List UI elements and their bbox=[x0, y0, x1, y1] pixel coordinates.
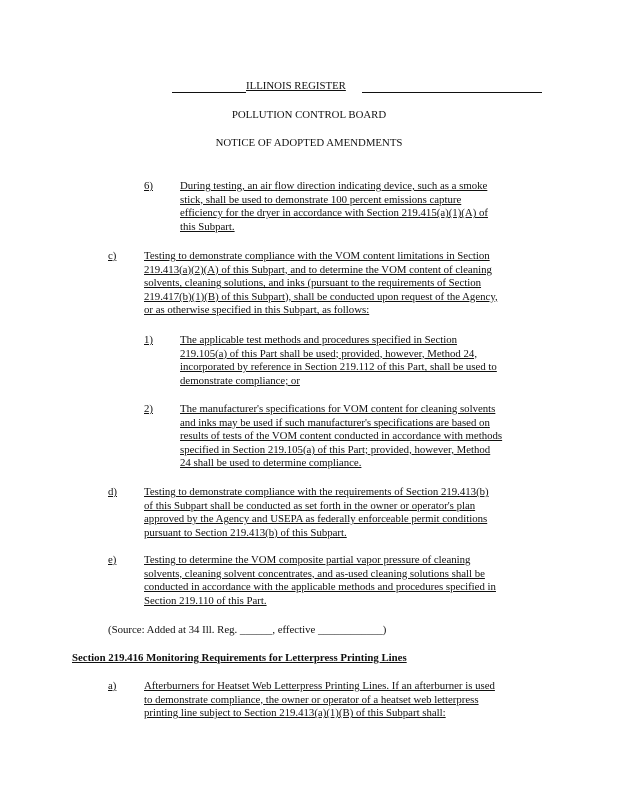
register-title: ILLINOIS REGISTER bbox=[246, 80, 346, 92]
item-c1-label: 1) bbox=[144, 334, 153, 346]
source-note: (Source: Added at 34 Ill. Reg. ______, effective ____________) bbox=[108, 624, 387, 636]
item-c-label: c) bbox=[108, 250, 117, 262]
item-c2-label: 2) bbox=[144, 403, 153, 415]
item-c2-line: 24 shall be used to determine compliance. bbox=[180, 457, 362, 470]
item-c-line: 219.413(a)(2)(A) of this Subpart, and to determine the VOM content of cleaning bbox=[144, 263, 492, 276]
item-d-label: d) bbox=[108, 486, 117, 498]
item-c2-line: results of tests of the VOM content conducted in accordance with methods bbox=[180, 430, 503, 443]
item-a-line: Afterburners for Heatset Web Letterpress Printing Lines. If an afterburner is used bbox=[144, 680, 495, 692]
item-e-label: e) bbox=[108, 554, 117, 566]
item-e-text bbox=[144, 554, 496, 608]
item-c2-line: and inks may be used if such manufacturer's specifications are based on bbox=[180, 416, 490, 429]
item-c2-line: specified in Section 219.105(a) of this Part; provided, however, Method bbox=[180, 443, 491, 456]
item-6-line: this Subpart. bbox=[180, 220, 235, 233]
item-e-line: Testing to determine the VOM composite partial vapor pressure of cleaning bbox=[144, 554, 471, 566]
board-title: POLLUTION CONTROL BOARD bbox=[231, 109, 387, 121]
item-c-line: solvents, cleaning solutions, and inks (pursuant to the requirements of Section bbox=[144, 277, 482, 290]
notice-title: NOTICE OF ADOPTED AMENDMENTS bbox=[215, 137, 403, 149]
item-6-line: efficiency for the dryer in accordance with Section 219.415(a)(1)(A) of bbox=[180, 207, 488, 220]
item-c1-line: The applicable test methods and procedures specified in Section bbox=[180, 334, 458, 346]
item-c-line: Testing to demonstrate compliance with the VOM content limitations in Section bbox=[144, 250, 490, 262]
item-d-line: of this Subpart shall be conducted as set forth in the owner or operator's plan bbox=[144, 499, 476, 512]
header-rule-right bbox=[362, 92, 542, 93]
item-d-text bbox=[144, 486, 489, 540]
item-6-label: 6) bbox=[144, 180, 153, 192]
item-c-text bbox=[144, 250, 498, 318]
item-e-line: Section 219.110 of this Part. bbox=[144, 594, 267, 607]
header-rule-left bbox=[172, 92, 246, 93]
item-c2-line: The manufacturer's specifications for VOM content for cleaning solvents bbox=[180, 403, 496, 415]
item-e-line: solvents, cleaning solvent concentrates, and as-used cleaning solutions shall be bbox=[144, 567, 485, 580]
item-c-line: 219.417(b)(1)(B) of this Subpart), shall be conducted upon request of the Agency, bbox=[144, 290, 498, 303]
item-6-line: During testing, an air flow direction indicating device, such as a smoke bbox=[180, 180, 488, 192]
item-c1-line: demonstrate compliance; or bbox=[180, 374, 300, 387]
item-6-text bbox=[180, 180, 488, 234]
item-c1-line: incorporated by reference in Section 219.112 of this Part, shall be used to bbox=[180, 361, 497, 374]
item-a-text bbox=[144, 680, 495, 721]
item-d-line: approved by the Agency and USEPA as federally enforceable permit conditions bbox=[144, 513, 488, 526]
item-6-line: stick, shall be used to demonstrate 100 percent emissions capture bbox=[180, 193, 462, 206]
item-a-label: a) bbox=[108, 680, 117, 692]
item-c1-line: 219.105(a) of this Part shall be used; provided, however, Method 24, bbox=[180, 347, 478, 360]
item-d-line: pursuant to Section 219.413(b) of this Subpart. bbox=[144, 526, 347, 539]
item-d-line: Testing to demonstrate compliance with the requirements of Section 219.413(b) bbox=[144, 486, 489, 498]
item-c1-text bbox=[180, 334, 497, 388]
item-c2-text bbox=[180, 403, 502, 471]
item-a-line: to demonstrate compliance, the owner or operator of a heatset web letterpress bbox=[144, 693, 479, 706]
item-e-line: conducted in accordance with the applicable methods and procedures specified in bbox=[144, 581, 496, 594]
section-heading: Section 219.416 Monitoring Requirements for Letterpress Printing Lines bbox=[72, 652, 407, 664]
item-a-line: printing line subject to Section 219.413(a)(1)(B) of this Subpart shall: bbox=[144, 707, 446, 720]
item-c-line: or as otherwise specified in this Subpart, as follows: bbox=[144, 304, 370, 317]
